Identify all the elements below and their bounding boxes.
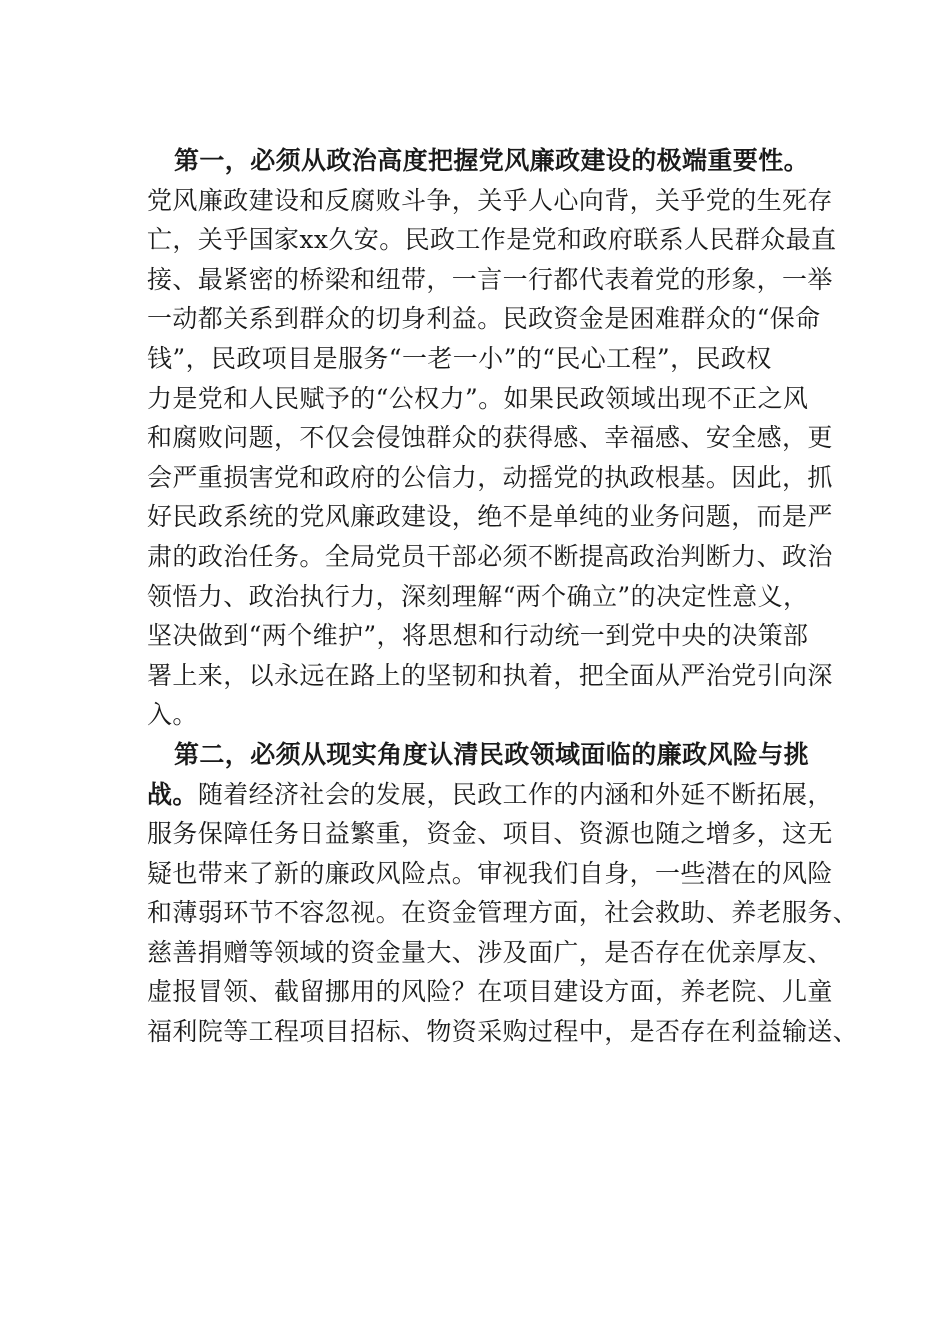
paragraph-2-line: 疑也带来了新的廉政风险点。审视我们自身，一些潜在的风险: [147, 858, 833, 888]
paragraph-1-line: 领悟力、政治执行力，深刻理解“两个确立”的决定性意义，: [147, 581, 809, 611]
paragraph-2: [147, 735, 859, 1052]
paragraph-1-line: 力是党和人民赋予的“公权力”。如果民政领域出现不正之风: [147, 383, 809, 413]
paragraph-1-line: 入。: [147, 700, 198, 730]
paragraph-2-line: 福利院等工程项目招标、物资采购过程中，是否存在利益输送、: [147, 1017, 859, 1047]
paragraph-1-line: 一动都关系到群众的切身利益。民政资金是困难群众的“保命: [147, 304, 821, 334]
paragraph-1: [147, 141, 847, 735]
paragraph-1-line: 好民政系统的党风廉政建设，绝不是单纯的业务问题，而是严: [147, 502, 833, 532]
paragraph-2-line-rest: 随着经济社会的发展，民政工作的内涵和外延不断拓展，: [197, 779, 833, 809]
paragraph-2-line: 慈善捐赠等领域的资金量大、涉及面广，是否存在优亲厚友、: [147, 937, 833, 967]
paragraph-2-line: 虚报冒领、截留挪用的风险？在项目建设方面，养老院、儿童: [147, 977, 833, 1007]
document-body: [147, 141, 859, 1052]
paragraph-1-line: 会严重损害党和政府的公信力，动摇党的执政根基。因此，抓: [147, 462, 833, 492]
paragraph-1-line: 接、最紧密的桥梁和纽带，一言一行都代表着党的形象，一举: [147, 264, 833, 294]
paragraph-1-line: 肃的政治任务。全局党员干部必须不断提高政治判断力、政治: [147, 541, 833, 571]
paragraph-1-line: 署上来，以永远在路上的坚韧和执着，把全面从严治党引向深: [147, 660, 833, 690]
paragraph-1-line: 坚决做到“两个维护”，将思想和行动统一到党中央的决策部: [147, 621, 809, 651]
paragraph-1-line: 亡，关乎国家xx久安。民政工作是党和政府联系人民群众最直: [147, 225, 837, 255]
paragraph-2-line: 和薄弱环节不容忽视。在资金管理方面，社会救助、养老服务、: [147, 898, 859, 928]
paragraph-2-line: [147, 775, 847, 815]
paragraph-1-line: 钱”，民政项目是服务“一老一小”的“民心工程”，民政权: [147, 343, 772, 373]
paragraph-2-heading-end: 战。: [147, 779, 198, 809]
paragraph-2-line: 服务保障任务日益繁重，资金、项目、资源也随之增多，这无: [147, 819, 833, 849]
paragraph-1-line: 和腐败问题，不仅会侵蚀群众的获得感、幸福感、安全感，更: [147, 423, 833, 453]
paragraph-1-heading: 第一，必须从政治高度把握党风廉政建设的极端重要性。: [174, 146, 810, 175]
paragraph-1-line: 党风廉政建设和反腐败斗争，关乎人心向背，关乎党的生死存: [147, 185, 833, 215]
paragraph-2-heading: 第二，必须从现实角度认清民政领域面临的廉政风险与挑: [174, 739, 810, 769]
